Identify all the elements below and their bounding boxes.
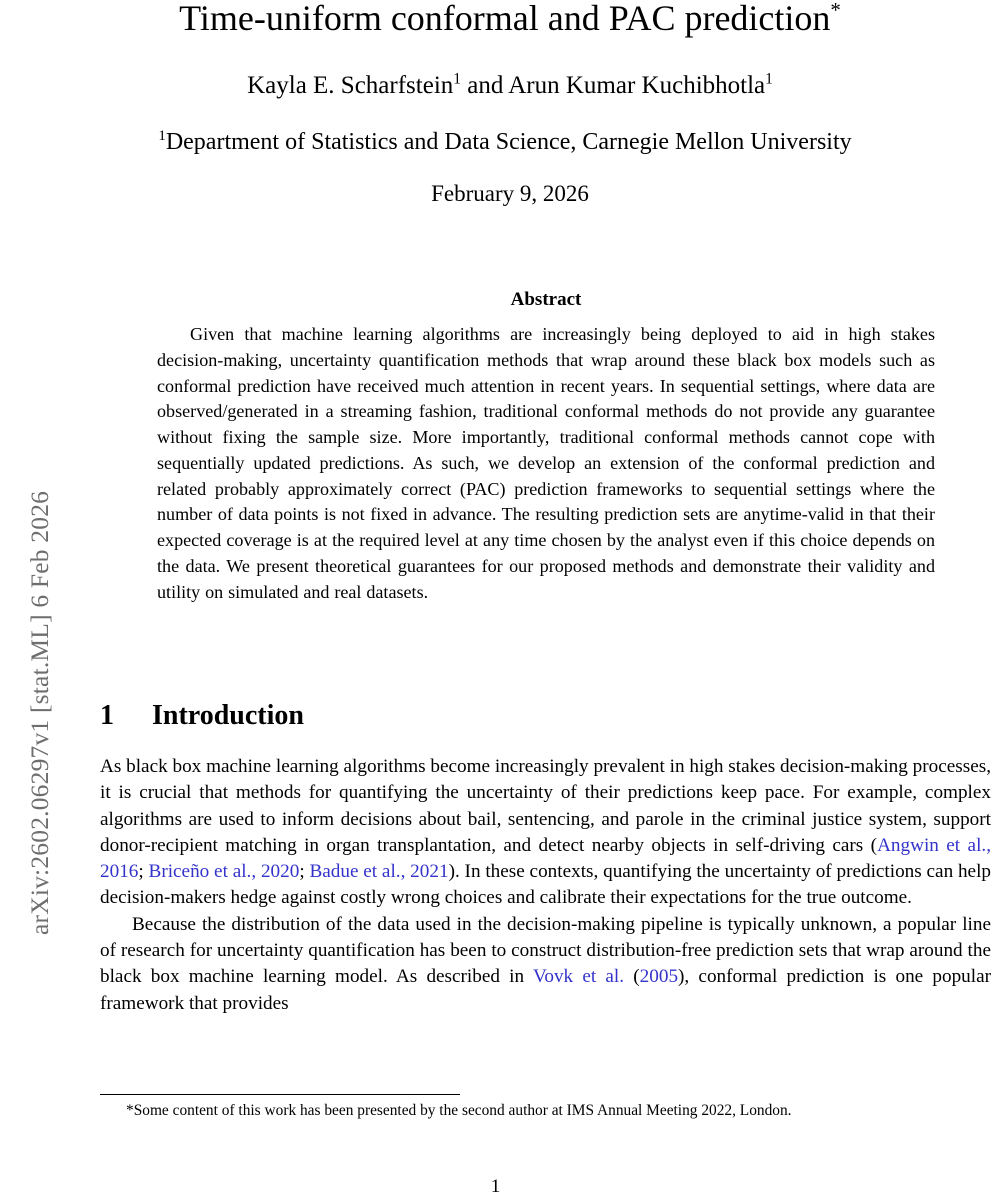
affiliation-line: [40, 126, 970, 158]
page-title-text: Time-uniform conformal and PAC prediction: [179, 0, 831, 38]
footnote-marker: *: [126, 1102, 134, 1119]
author-conjunction-and-two: and Arun Kumar Kuchibhotla: [461, 72, 766, 99]
arxiv-stamp-text: arXiv:2602.06297v1 [stat.ML] 6 Feb 2026: [25, 490, 54, 935]
citation-separator-2: ;: [299, 861, 310, 883]
author-one: Kayla E. Scharfstein: [247, 72, 454, 99]
paragraph-1-text-after-citations: ). In these contexts, quantifying the uncertainty of predictions can help decision-makers hedge against costly wrong choices and calibrate their expectations for the true outcome.: [100, 861, 991, 909]
section-heading-introduction: [100, 698, 980, 734]
citation-vovk-open-paren: (: [624, 966, 640, 988]
section-number: 1: [100, 700, 114, 731]
paragraph-2-text-after-citation: ), conformal prediction is one popular framework that provides: [100, 966, 991, 1014]
citation-vovk-author[interactable]: Vovk et al.: [532, 966, 625, 988]
citation-badue-2021[interactable]: Badue et al., 2021: [309, 861, 449, 883]
author-one-affiliation-marker: 1: [453, 70, 462, 88]
body-text-column: [100, 754, 991, 1017]
title-footnote-marker: *: [830, 0, 841, 22]
publication-date: February 9, 2026: [431, 181, 589, 206]
author-two-affiliation-marker: 1: [765, 70, 773, 88]
author-line: [60, 70, 960, 102]
page-title: [60, 0, 960, 40]
section-title: Introduction: [152, 700, 304, 731]
footnote-text: Some content of this work has been presented by the second author at IMS Annual Meeting 2022, London.: [133, 1102, 792, 1119]
paragraph-2-text-before-citation: Because the distribution of the data used in the decision-making pipeline is typically unknown, a popular line of research for uncertainty quantification has been to construct distribution-free prediction sets that wrap around the black box machine learning model. As described in: [100, 913, 991, 988]
affiliation-marker: 1: [158, 128, 166, 144]
abstract-heading: Abstract: [510, 289, 582, 310]
paragraph-2: [100, 912, 991, 1017]
citation-separator-1: ;: [138, 861, 149, 883]
paragraph-1-text-before-citations: As black box machine learning algorithms become increasingly prevalent in high stakes decision-making processes, it is crucial that methods for quantifying the uncertainty of their predictions keep pace. For example, complex algorithms are used to inform decisions about bail, sentencing, and parole in the criminal justice system, support donor-recipient matching in organ transplantation, and detect nearby objects in self-driving cars (: [100, 756, 991, 856]
citation-briceno-2020[interactable]: Briceño et al., 2020: [148, 861, 300, 883]
abstract-body: Given that machine learning algorithms are increasingly being deployed to aid in high stakes decision-making, uncertainty quantification methods that wrap around these black box models such as conformal prediction have received much attention in recent years. In sequential settings, where data are observed/generated in a streaming fashion, traditional conformal methods do not provide any guarantee without fixing the sample size. More importantly, traditional conformal methods cannot cope with sequentially updated predictions. As such, we develop an extension of the conformal prediction and related probably approximately correct (PAC) prediction frameworks to sequential settings where the number of data points is not fixed in advance. The resulting prediction sets are anytime-valid in that their expected coverage is at the required level at any time chosen by the analyst even if this choice depends on the data. We present theoretical guarantees for our proposed methods and demonstrate their validity and utility on simulated and real datasets.: [157, 324, 935, 602]
affiliation-text: Department of Statistics and Data Science, Carnegie Mellon University: [165, 129, 852, 155]
footnote-rule: [100, 1094, 460, 1095]
citation-angwin-2016[interactable]: Angwin et al., 2016: [100, 834, 991, 883]
page-number: 1: [490, 1176, 501, 1197]
footnote: [100, 1100, 970, 1122]
paragraph-1: [100, 754, 991, 912]
citation-vovk-year[interactable]: 2005: [639, 966, 679, 988]
